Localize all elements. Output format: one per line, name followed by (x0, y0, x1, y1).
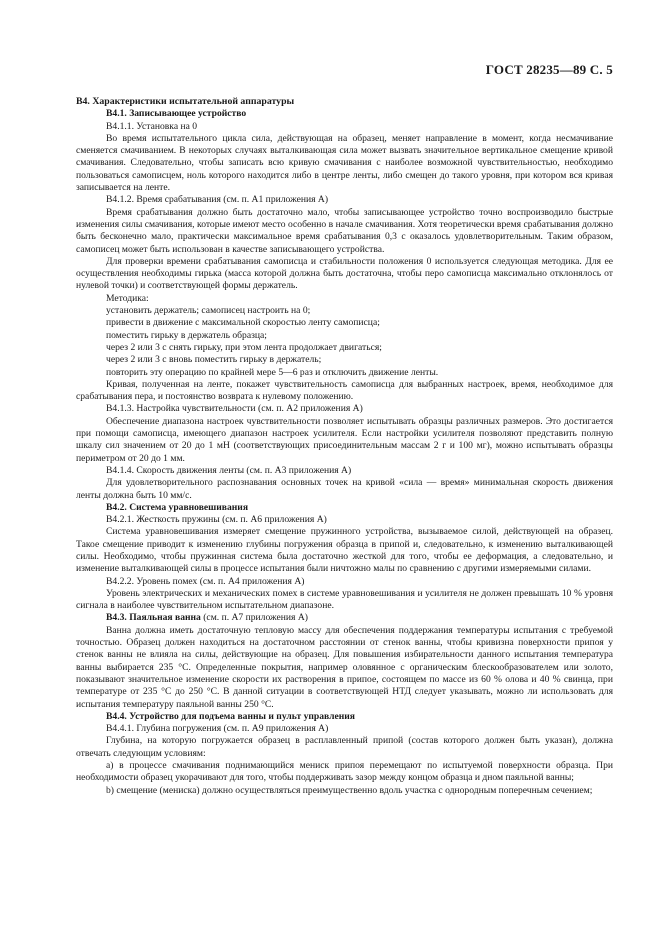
paragraph: Ванна должна иметь достаточную тепловую массу для обеспечения поддержания температуры испытания с требуемой точностью. Образец должен находиться на достаточном расстоянии от стенок ванны, чтобы кривизна поверхности припоя у стенок ванны не влияла на силы, действующие на образец. Для повышения избирательности данного испытания температура ванны выбирается 235 °С. Определенные покрытия, например оловянное с органическим блескообразователем или золото, показывают значительное изменение скорости их растворения в припое, состоящем по массе из 60 % олова и 40 % свинца, при температуре от 235 °С до 250 °С. В данной ситуации в соответствующей НТД следует указывать, можно ли использовать для испытания температуру паяльной ванны 250 °С. (76, 624, 613, 710)
paragraph: В4.2.2. Уровень помех (см. п. А4 приложения А) (106, 575, 305, 587)
paragraph: Кривая, полученная на ленте, покажет чувствительность самописца для выбранных настроек, время, необходимое для срабатывания пера, и постоянство возврата к нулевому положению. (76, 378, 613, 403)
paragraph: Глубина, на которую погружается образец в расплавленный припой (состав которого должен быть указан), должна отвечать следующим условиям: (76, 735, 613, 759)
paragraph: Время срабатывания должно быть достаточно мало, чтобы записывающее устройство точно воспроизводило быстрые изменения силы смачивания, которые имеют место особенно в начале смачивания. Хотя теоретически время срабатывания должно быть бесконечно мало, практически максимальное время срабатывания 0,3 с оказалось удовлетворительным. Таким образом, самописец может быть использован в качестве записывающего устройства. (76, 206, 613, 255)
paragraph: b) смещение (мениска) должно осуществляться преимущественно вдоль участка с однородным поперечным сечением; (106, 784, 593, 796)
paragraph: привести в движение с максимальной скоростью ленту самописца; (106, 317, 380, 329)
paragraph: установить держатель; самописец настроить на 0; (106, 305, 311, 317)
section-heading-mixed (76, 612, 613, 624)
heading-bold-part: В4.3. Паяльная ванна (106, 612, 201, 624)
paragraph: Для проверки времени срабатывания самописца и стабильности положения 0 используется следующая методика. Для ее осуществления необходимы гирька (масса которой должна быть достаточна, чтобы перо самописца максимально отклонялось от нулевой точки) и соответствующей формы держатель. (76, 255, 613, 292)
paragraph: через 2 или 3 с снять гирьку, при этом лента продолжает двигаться; (106, 341, 382, 353)
paragraph: поместить гирьку в держатель образца; (106, 329, 267, 341)
section-heading: В4.4. Устройство для подъема ванны и пульт управления (106, 710, 355, 722)
paragraph: Уровень электрических и механических помех в системе уравновешивания и усилителя не должен превышать 10 % уровня сигнала в наиболее чувствительном испытательном диапазоне. (76, 587, 613, 612)
paragraph: В4.1.4. Скорость движения ленты (см. п. А3 приложения А) (106, 464, 352, 476)
paragraph: В4.4.1. Глубина погружения (см. п. А9 приложения А) (106, 723, 329, 735)
document-body (76, 96, 613, 797)
paragraph: В4.1.1. Установка на 0 (106, 120, 198, 132)
paragraph: а) в процессе смачивания поднимающийся мениск припоя перемещают по испытуемой поверхности образца. При необходимости образец укорачивают для того, чтобы поддерживать зазор между концом образца и дном паяльной ванны; (76, 760, 613, 784)
page-header: ГОСТ 28235—89 С. 5 (485, 62, 613, 77)
paragraph: В4.2.1. Жесткость пружины (см. п. А6 приложения А) (106, 514, 327, 526)
section-heading: В4.1. Записывающее устройство (106, 108, 247, 120)
paragraph: Обеспечение диапазона настроек чувствительности позволяет испытывать образцы различных размеров. Это достигается при помощи самописца, имеющего диапазон настроек усилителя. Если настройки усилителя позволяют представить полную шкалу сил значением от 20 до 1 мН (соответствующих присоединительным массам 2 г и 100 мг), можно испытывать образцы периметром от 20 до 1 мм. (76, 415, 613, 464)
heading-ref-part: (см. п. А7 приложения А) (200, 612, 308, 624)
section-heading: В4.2. Система уравновешивания (106, 501, 249, 513)
paragraph: Методика: (106, 292, 149, 304)
paragraph: Система уравновешивания измеряет смещение пружинного устройства, вызываемое силой, действующей на образец. Такое смещение приводит к изменению глубины погружения образца в припой и, следовательно, к изменению выталкивающей силы. Необходимо, чтобы пружинная система была достаточно жесткой для того, чтобы ее деформация, а следовательно, и изменение выталкивающей силы в процессе испытания были ничтожно малы по сравнению с другими измеряемыми силами. (76, 526, 613, 575)
paragraph: через 2 или 3 с вновь поместить гирьку в держатель; (106, 354, 322, 366)
paragraph: Для удовлетворительного распознавания основных точек на кривой «сила — время» минимальная скорость движения ленты должна быть 10 мм/с. (76, 477, 613, 501)
paragraph: повторить эту операцию по крайней мере 5—6 раз и отключить движение ленты. (106, 366, 439, 378)
paragraph: В4.1.2. Время срабатывания (см. п. А1 приложения А) (106, 194, 329, 206)
section-title: В4. Характеристики испытательной аппаратуры (76, 96, 295, 107)
paragraph: Во время испытательного цикла сила, действующая на образец, меняет направление в момент, когда несмачивание сменяется смачиванием. В некоторых случаях выталкивающая сила может вызвать значительное вертикальное смещение кривой смачивания. Следовательно, чтобы записать всю кривую смачивания с наиболее возможной чувствительностью, необходимо пользоваться самописцем, ноль которого находится либо в центре ленты, либо смещен до такого уровня, при котором вся кривая записывается на ленте. (76, 132, 613, 194)
paragraph-list (76, 108, 613, 797)
paragraph: В4.1.3. Настройка чувствительности (см. п. А2 приложения А) (106, 403, 363, 415)
